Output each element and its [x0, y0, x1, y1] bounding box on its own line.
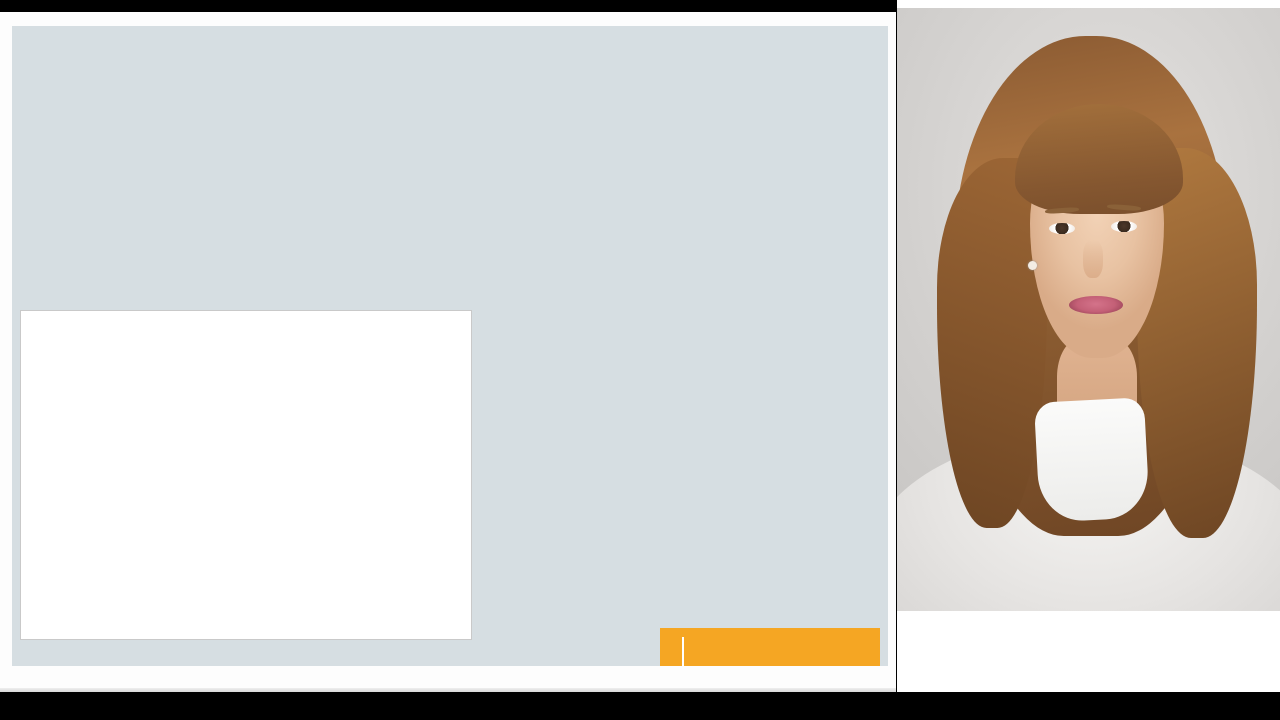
panel-bottom-letterbox	[897, 692, 1280, 720]
eau16-logo	[660, 628, 880, 666]
chart-svg	[21, 311, 471, 639]
photo-nose	[1083, 240, 1103, 278]
logo-divider	[682, 637, 684, 666]
speaker-caption	[897, 611, 1280, 625]
viewer-bottom-letterbox	[0, 692, 896, 720]
photo-eye-right	[1111, 221, 1137, 232]
photo-shirt-collar	[1034, 397, 1150, 523]
photo-lips	[1069, 296, 1123, 314]
presentation-slide	[12, 26, 888, 666]
speaker-photo	[897, 8, 1280, 611]
photo-eye-left	[1049, 223, 1075, 234]
cumulative-incidence-chart	[20, 310, 472, 640]
photo-earring	[1028, 261, 1037, 270]
speaker-panel	[897, 0, 1280, 720]
viewer-top-letterbox	[0, 0, 896, 12]
